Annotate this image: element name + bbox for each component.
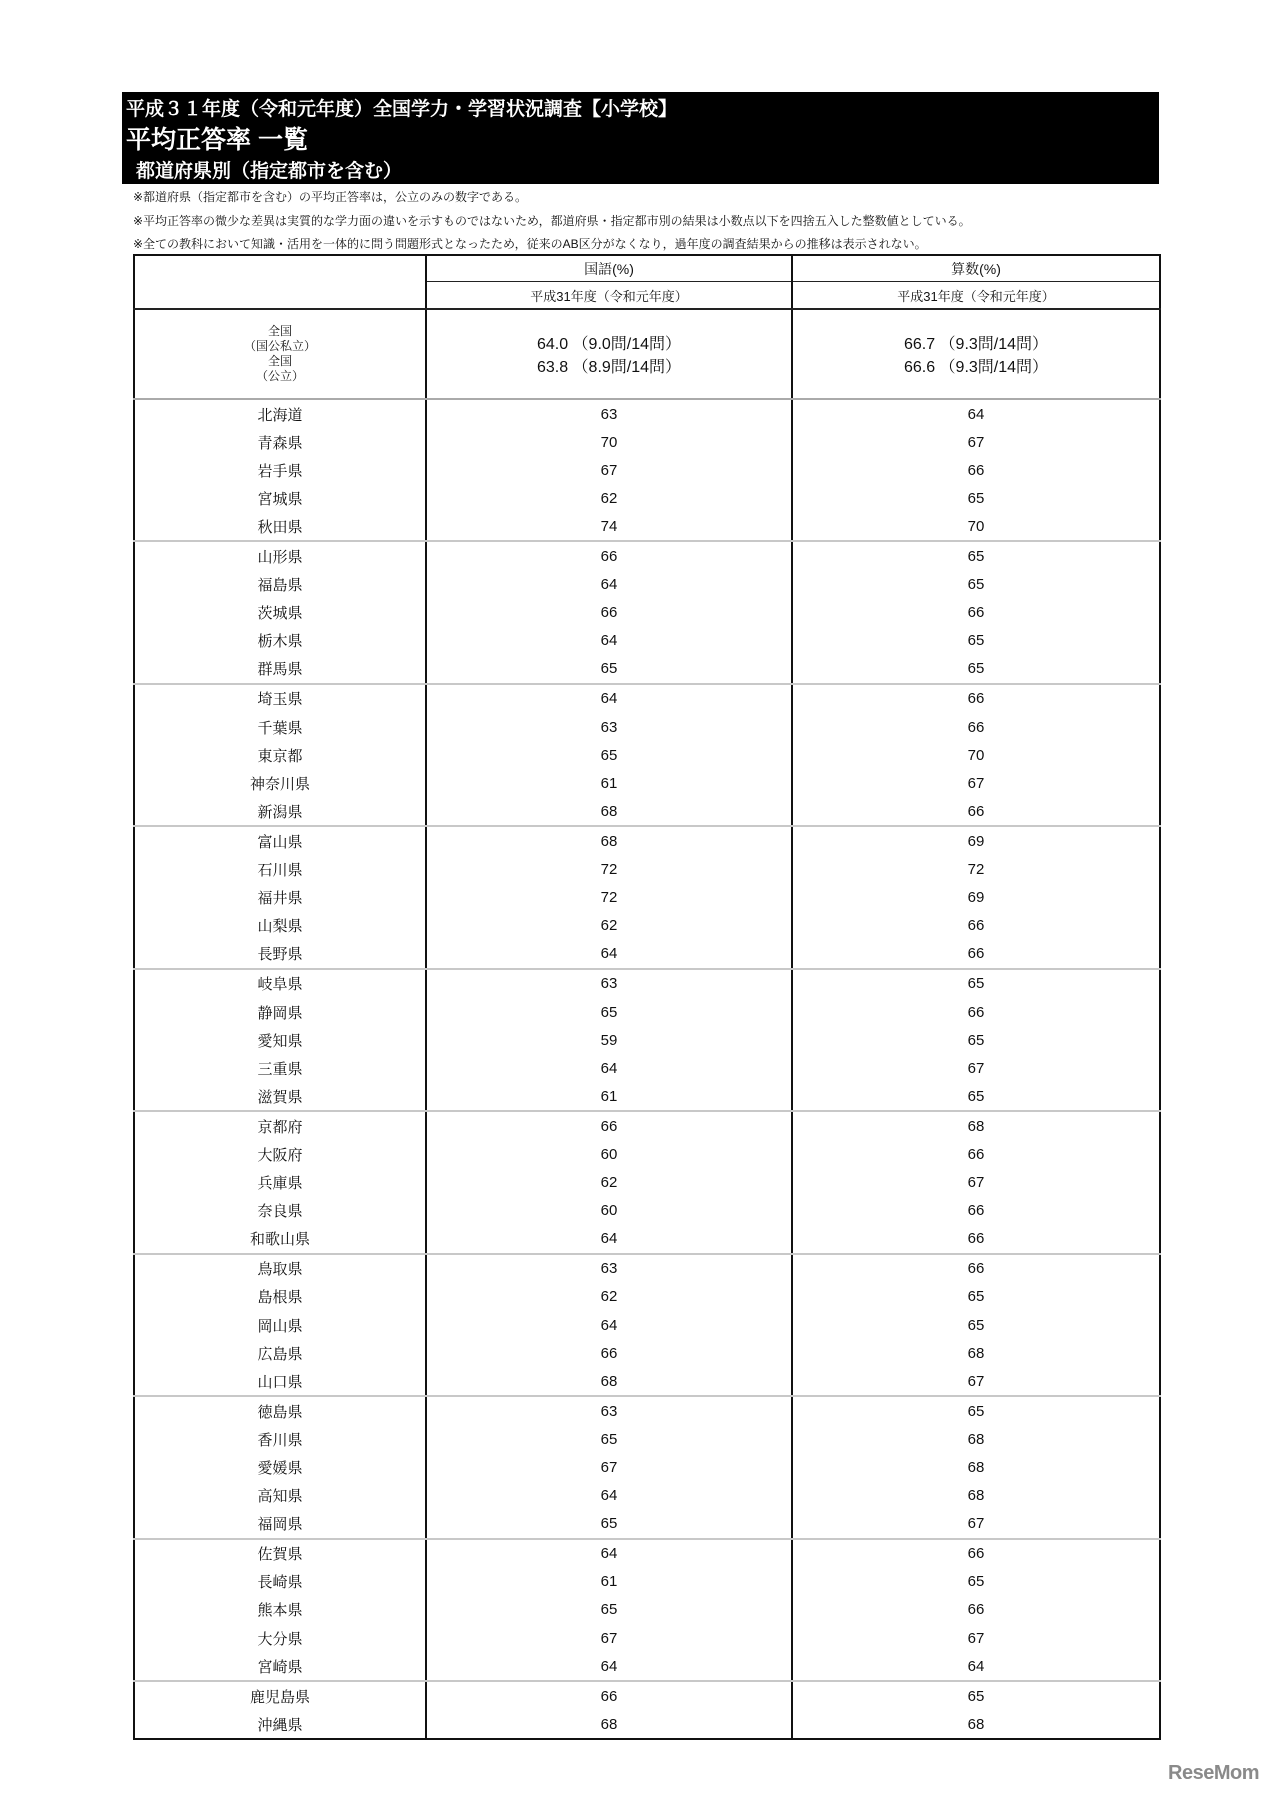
prefecture-name: 東京都 bbox=[257, 747, 303, 765]
national-label-1: 全国 bbox=[267, 324, 292, 338]
sansu-value: 65 bbox=[792, 1283, 1160, 1311]
kokugo-value: 68 bbox=[426, 1367, 792, 1396]
kokugo-value: 64 bbox=[426, 627, 792, 655]
prefecture-name: 佐賀県 bbox=[257, 1546, 303, 1564]
prefecture-name: 岡山県 bbox=[257, 1317, 303, 1335]
sansu-value: 66 bbox=[792, 1254, 1160, 1283]
kokugo-value: 64 bbox=[426, 1225, 792, 1254]
kokugo-value: 63 bbox=[426, 399, 792, 428]
prefecture-name: 山形県 bbox=[257, 549, 303, 567]
national-label bbox=[134, 354, 426, 399]
sansu-value: 65 bbox=[792, 541, 1160, 570]
note-2: ※平均正答率の微少な差異は実質的な学力面の違いを示すものではないため，都道府県・指定都市別の結果は小数点以下を四捨五入した整数値としている。 bbox=[133, 214, 971, 228]
sansu-value: 68 bbox=[792, 1710, 1160, 1739]
prefecture-name: 兵庫県 bbox=[257, 1175, 303, 1193]
prefecture-name: 香川県 bbox=[257, 1431, 303, 1449]
sansu-value: 66 bbox=[792, 912, 1160, 940]
kokugo-value: 72 bbox=[426, 884, 792, 912]
prefecture-name: 熊本県 bbox=[257, 1602, 303, 1620]
prefecture-row bbox=[134, 1710, 1160, 1739]
kokugo-value: 65 bbox=[426, 998, 792, 1026]
prefecture-name: 静岡県 bbox=[257, 1004, 303, 1022]
note-3: ※全ての教科において知識・活用を一体的に問う問題形式となったため，従来のAB区分がなくなり，過年度の調査結果からの推移は表示されない。 bbox=[133, 237, 927, 251]
prefecture-row bbox=[134, 940, 1160, 969]
sansu-value: 66 bbox=[792, 1225, 1160, 1254]
prefecture-row bbox=[134, 456, 1160, 484]
sansu-value: 67 bbox=[792, 1367, 1160, 1396]
kokugo-value: 66 bbox=[426, 541, 792, 570]
kokugo-value: 64 bbox=[426, 1054, 792, 1082]
kokugo-value: 65 bbox=[426, 655, 792, 684]
prefecture-row bbox=[134, 826, 1160, 855]
prefecture-row bbox=[134, 1652, 1160, 1681]
prefecture-name: 秋田県 bbox=[134, 512, 426, 541]
prefecture-name: 岩手県 bbox=[257, 462, 303, 480]
prefecture-name: 和歌山県 bbox=[134, 1225, 426, 1254]
prefecture-row bbox=[134, 969, 1160, 998]
prefecture-row bbox=[134, 599, 1160, 627]
page-title: 平均正答率 一覧 bbox=[126, 126, 308, 154]
kokugo-value: 64 bbox=[426, 1539, 792, 1568]
sansu-value: 65 bbox=[792, 1568, 1160, 1596]
prefecture-name: 愛媛県 bbox=[257, 1460, 303, 1478]
sansu-value: 66.6 （9.3問/14問） bbox=[792, 354, 1160, 399]
prefecture-row bbox=[134, 627, 1160, 655]
sansu-value: 72 bbox=[792, 856, 1160, 884]
sansu-value: 66 bbox=[792, 998, 1160, 1026]
prefecture-name: 鳥取県 bbox=[257, 1261, 303, 1279]
kokugo-value: 70 bbox=[426, 428, 792, 456]
sansu-value: 67 bbox=[792, 769, 1160, 797]
kokugo-value: 68 bbox=[426, 1710, 792, 1739]
prefecture-name: 群馬県 bbox=[134, 655, 426, 684]
kokugo-value: 66 bbox=[426, 1681, 792, 1710]
kokugo-value: 66 bbox=[426, 599, 792, 627]
prefecture-name: 長野県 bbox=[134, 940, 426, 969]
prefecture-row bbox=[134, 1197, 1160, 1225]
prefecture-row bbox=[134, 1254, 1160, 1283]
sansu-value: 68 bbox=[792, 1425, 1160, 1453]
prefecture-name: 北海道 bbox=[257, 406, 303, 424]
prefecture-name: 奈良県 bbox=[257, 1203, 303, 1221]
prefecture-row bbox=[134, 1339, 1160, 1367]
blank-header-cell bbox=[134, 255, 426, 309]
kokugo-value: 63.8 （8.9問/14問） bbox=[426, 354, 792, 399]
sansu-value: 66.7 （9.3問/14問） bbox=[792, 309, 1160, 354]
prefecture-row bbox=[134, 1111, 1160, 1140]
kokugo-value: 72 bbox=[426, 856, 792, 884]
prefecture-name: 山口県 bbox=[134, 1367, 426, 1396]
sansu-value: 65 bbox=[792, 627, 1160, 655]
prefecture-name: 愛知県 bbox=[257, 1032, 303, 1050]
kokugo-value: 62 bbox=[426, 1169, 792, 1197]
prefecture-row bbox=[134, 1169, 1160, 1197]
kokugo-value: 65 bbox=[426, 741, 792, 769]
prefecture-name: 宮崎県 bbox=[134, 1652, 426, 1681]
watermark-logo: ReseMom bbox=[1168, 1762, 1259, 1784]
sansu-value: 66 bbox=[792, 940, 1160, 969]
national-row bbox=[134, 354, 1160, 399]
prefecture-row bbox=[134, 1396, 1160, 1425]
prefecture-name: 茨城県 bbox=[257, 605, 303, 623]
prefecture-name: 鹿児島県 bbox=[249, 1688, 310, 1706]
kokugo-value: 74 bbox=[426, 512, 792, 541]
sansu-value: 65 bbox=[792, 484, 1160, 512]
sansu-value: 66 bbox=[792, 599, 1160, 627]
prefecture-name: 広島県 bbox=[257, 1345, 303, 1363]
sansu-value: 69 bbox=[792, 884, 1160, 912]
sansu-value: 66 bbox=[792, 713, 1160, 741]
survey-title: 平成３１年度（令和元年度）全国学力・学習状況調査【小学校】 bbox=[126, 99, 678, 120]
prefecture-name: 島根県 bbox=[257, 1289, 303, 1307]
title-bar bbox=[122, 92, 1159, 184]
prefecture-row bbox=[134, 856, 1160, 884]
score-table bbox=[133, 254, 1161, 1740]
kokugo-value: 65 bbox=[426, 1510, 792, 1539]
sansu-value: 67 bbox=[792, 1510, 1160, 1539]
sansu-value: 65 bbox=[792, 655, 1160, 684]
sansu-value: 66 bbox=[792, 1197, 1160, 1225]
prefecture-row bbox=[134, 769, 1160, 797]
kokugo-value: 61 bbox=[426, 1082, 792, 1111]
kokugo-value: 62 bbox=[426, 1283, 792, 1311]
sansu-value: 68 bbox=[792, 1453, 1160, 1481]
kokugo-value: 62 bbox=[426, 912, 792, 940]
prefecture-row bbox=[134, 512, 1160, 541]
sansu-value: 67 bbox=[792, 1169, 1160, 1197]
prefecture-row bbox=[134, 1140, 1160, 1168]
prefecture-row bbox=[134, 1082, 1160, 1111]
sansu-value: 68 bbox=[792, 1111, 1160, 1140]
prefecture-name: 滋賀県 bbox=[134, 1082, 426, 1111]
prefecture-name: 大阪府 bbox=[257, 1146, 303, 1164]
prefecture-row bbox=[134, 541, 1160, 570]
kokugo-value: 67 bbox=[426, 456, 792, 484]
prefecture-row bbox=[134, 1624, 1160, 1652]
prefecture-row bbox=[134, 1681, 1160, 1710]
sansu-value: 66 bbox=[792, 456, 1160, 484]
prefecture-row bbox=[134, 1026, 1160, 1054]
prefecture-row bbox=[134, 912, 1160, 940]
note-1: ※都道府県（指定都市を含む）の平均正答率は，公立のみの数字である。 bbox=[133, 190, 528, 204]
sansu-value: 65 bbox=[792, 1681, 1160, 1710]
kokugo-value: 67 bbox=[426, 1624, 792, 1652]
kokugo-value: 64 bbox=[426, 571, 792, 599]
sansu-value: 67 bbox=[792, 1624, 1160, 1652]
kokugo-value: 62 bbox=[426, 484, 792, 512]
sansu-value: 65 bbox=[792, 1026, 1160, 1054]
kokugo-value: 63 bbox=[426, 1254, 792, 1283]
sub-kokugo: 平成31年度（令和元年度） bbox=[426, 282, 792, 310]
sansu-value: 65 bbox=[792, 969, 1160, 998]
national-label-1: 全国 bbox=[267, 354, 292, 368]
kokugo-value: 64 bbox=[426, 684, 792, 713]
kokugo-value: 68 bbox=[426, 826, 792, 855]
kokugo-value: 67 bbox=[426, 1453, 792, 1481]
prefecture-name: 栃木県 bbox=[257, 633, 303, 651]
prefecture-row bbox=[134, 1311, 1160, 1339]
prefecture-row bbox=[134, 428, 1160, 456]
kokugo-value: 63 bbox=[426, 969, 792, 998]
prefecture-name: 宮城県 bbox=[257, 490, 303, 508]
prefecture-name: 富山県 bbox=[257, 833, 303, 851]
sansu-value: 68 bbox=[792, 1339, 1160, 1367]
prefecture-name: 福井県 bbox=[257, 890, 303, 908]
prefecture-row bbox=[134, 1283, 1160, 1311]
sansu-value: 65 bbox=[792, 1082, 1160, 1111]
prefecture-row bbox=[134, 399, 1160, 428]
prefecture-name: 京都府 bbox=[257, 1118, 303, 1136]
kokugo-value: 63 bbox=[426, 713, 792, 741]
prefecture-name: 大分県 bbox=[257, 1630, 303, 1648]
prefecture-row bbox=[134, 1225, 1160, 1254]
sansu-value: 70 bbox=[792, 741, 1160, 769]
prefecture-row bbox=[134, 1596, 1160, 1624]
sansu-value: 67 bbox=[792, 428, 1160, 456]
sansu-value: 66 bbox=[792, 684, 1160, 713]
kokugo-value: 65 bbox=[426, 1596, 792, 1624]
kokugo-value: 63 bbox=[426, 1396, 792, 1425]
sansu-value: 65 bbox=[792, 1311, 1160, 1339]
prefecture-row bbox=[134, 713, 1160, 741]
prefecture-name: 福島県 bbox=[257, 577, 303, 595]
prefecture-row bbox=[134, 1482, 1160, 1510]
national-row bbox=[134, 309, 1160, 354]
prefecture-row bbox=[134, 1425, 1160, 1453]
kokugo-value: 64 bbox=[426, 940, 792, 969]
prefecture-row bbox=[134, 884, 1160, 912]
kokugo-value: 68 bbox=[426, 797, 792, 826]
national-label-2: （国公私立） bbox=[243, 339, 316, 353]
prefecture-name: 岐阜県 bbox=[257, 976, 303, 994]
sansu-value: 64 bbox=[792, 1652, 1160, 1681]
prefecture-name: 長崎県 bbox=[257, 1574, 303, 1592]
prefecture-name: 沖縄県 bbox=[257, 1716, 303, 1734]
sansu-value: 65 bbox=[792, 1396, 1160, 1425]
sansu-value: 70 bbox=[792, 512, 1160, 541]
prefecture-row bbox=[134, 1568, 1160, 1596]
prefecture-name: 青森県 bbox=[257, 434, 303, 452]
prefecture-row bbox=[134, 741, 1160, 769]
sansu-value: 69 bbox=[792, 826, 1160, 855]
kokugo-value: 61 bbox=[426, 769, 792, 797]
prefecture-name: 山梨県 bbox=[257, 918, 303, 936]
kokugo-value: 59 bbox=[426, 1026, 792, 1054]
prefecture-row bbox=[134, 998, 1160, 1026]
prefecture-row bbox=[134, 1539, 1160, 1568]
sansu-value: 64 bbox=[792, 399, 1160, 428]
sansu-value: 68 bbox=[792, 1482, 1160, 1510]
col-sansu: 算数(%) bbox=[792, 255, 1160, 282]
prefecture-name: 神奈川県 bbox=[249, 775, 310, 793]
header-row bbox=[134, 255, 1160, 282]
sansu-value: 65 bbox=[792, 571, 1160, 599]
prefecture-name: 高知県 bbox=[257, 1488, 303, 1506]
kokugo-value: 64.0 （9.0問/14問） bbox=[426, 309, 792, 354]
kokugo-value: 66 bbox=[426, 1339, 792, 1367]
prefecture-row bbox=[134, 684, 1160, 713]
kokugo-value: 64 bbox=[426, 1482, 792, 1510]
national-label-2: （公立） bbox=[255, 369, 304, 383]
sansu-value: 67 bbox=[792, 1054, 1160, 1082]
prefecture-name: 千葉県 bbox=[257, 719, 303, 737]
col-kokugo: 国語(%) bbox=[426, 255, 792, 282]
national-label bbox=[134, 309, 426, 354]
prefecture-row bbox=[134, 1453, 1160, 1481]
sansu-value: 66 bbox=[792, 1596, 1160, 1624]
kokugo-value: 64 bbox=[426, 1652, 792, 1681]
sub-sansu: 平成31年度（令和元年度） bbox=[792, 282, 1160, 310]
kokugo-value: 66 bbox=[426, 1111, 792, 1140]
kokugo-value: 60 bbox=[426, 1140, 792, 1168]
prefecture-row bbox=[134, 1367, 1160, 1396]
prefecture-name: 埼玉県 bbox=[257, 691, 303, 709]
prefecture-name: 新潟県 bbox=[134, 797, 426, 826]
prefecture-name: 石川県 bbox=[257, 862, 303, 880]
prefecture-row bbox=[134, 571, 1160, 599]
prefecture-name: 徳島県 bbox=[257, 1403, 303, 1421]
kokugo-value: 60 bbox=[426, 1197, 792, 1225]
prefecture-row bbox=[134, 484, 1160, 512]
sansu-value: 66 bbox=[792, 1539, 1160, 1568]
sansu-value: 66 bbox=[792, 1140, 1160, 1168]
prefecture-row bbox=[134, 797, 1160, 826]
prefecture-row bbox=[134, 655, 1160, 684]
sansu-value: 66 bbox=[792, 797, 1160, 826]
kokugo-value: 65 bbox=[426, 1425, 792, 1453]
prefecture-name: 福岡県 bbox=[134, 1510, 426, 1539]
kokugo-value: 64 bbox=[426, 1311, 792, 1339]
prefecture-row bbox=[134, 1510, 1160, 1539]
kokugo-value: 61 bbox=[426, 1568, 792, 1596]
page-subtitle: 都道府県別（指定都市を含む） bbox=[136, 161, 403, 182]
prefecture-name: 三重県 bbox=[257, 1060, 303, 1078]
prefecture-row bbox=[134, 1054, 1160, 1082]
